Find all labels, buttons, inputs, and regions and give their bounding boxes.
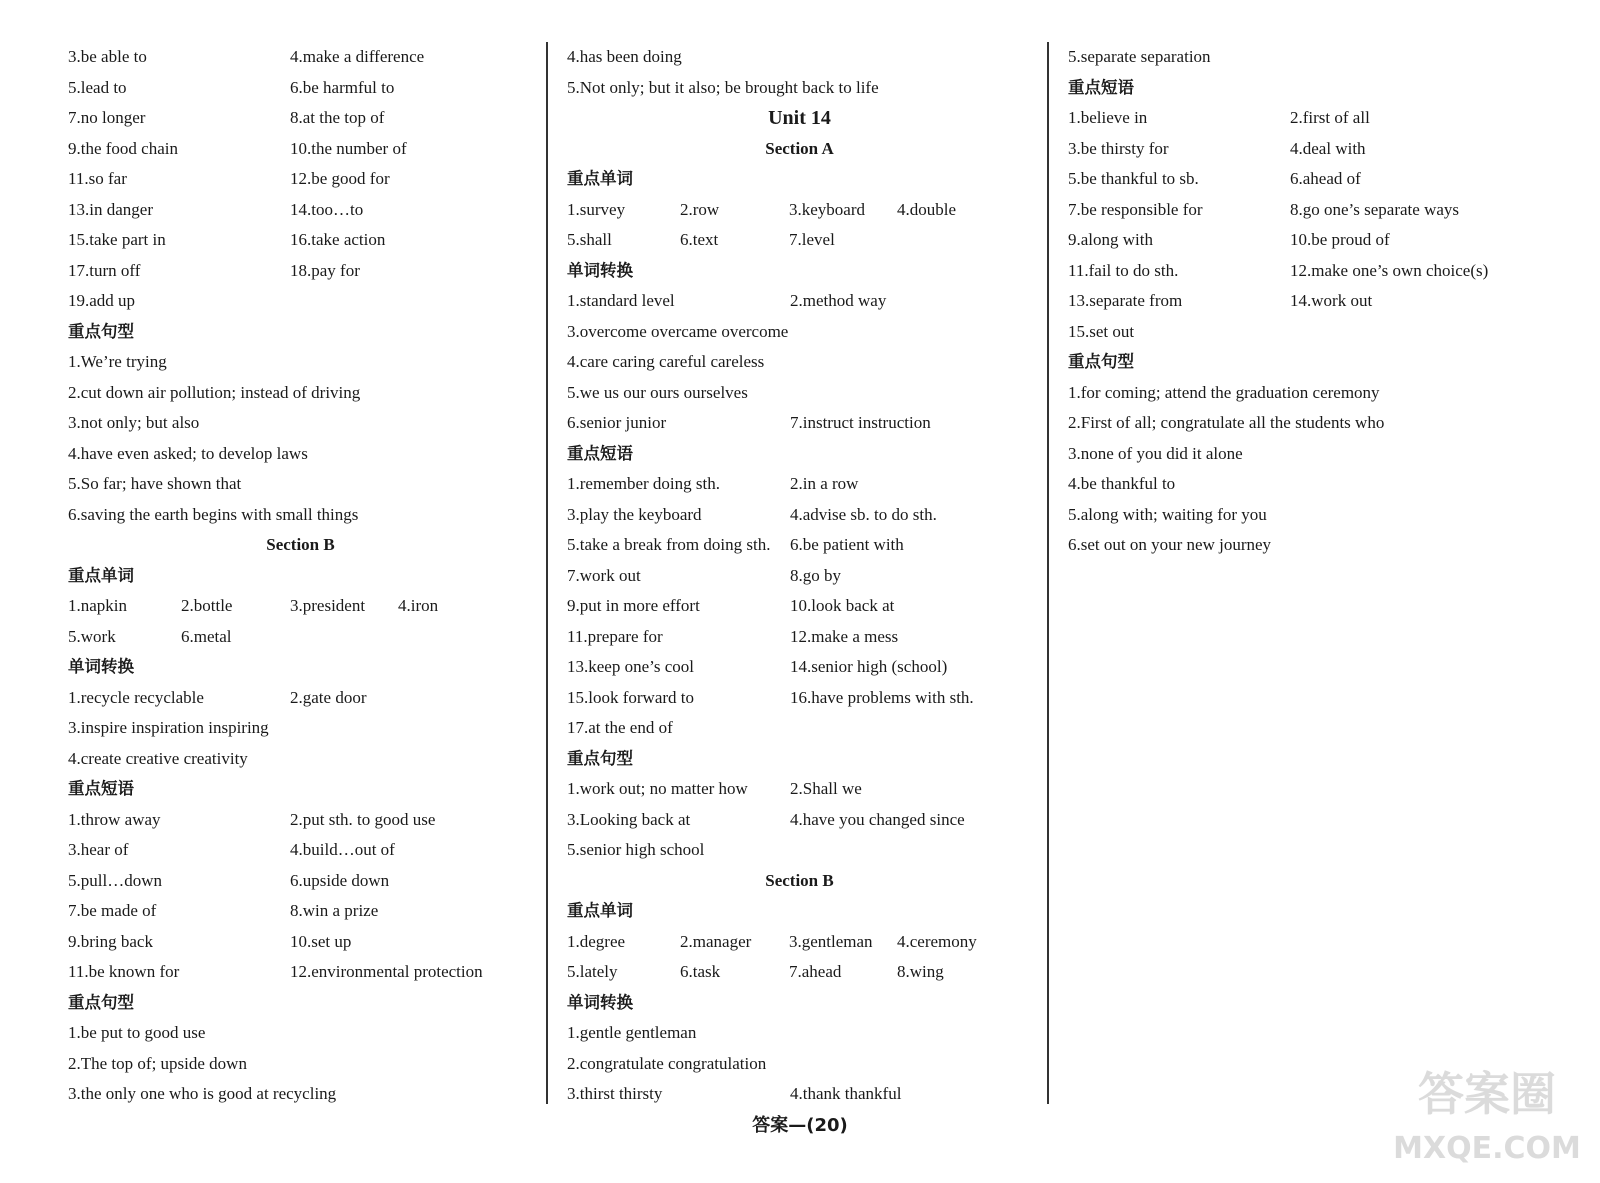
answer-item: 8.go one’s separate ways [1290,199,1460,219]
answer-item: 11.so far [68,169,127,188]
answer-row [68,256,533,287]
answer-line: 4.have even asked; to develop laws [68,443,308,463]
answer-item: 18.pay for [290,260,360,280]
answer-item: 4.deal with [1290,138,1366,158]
answer-row [68,835,533,866]
answer-item: 1.throw away [68,809,161,829]
section-heading: 重点短语 [1068,77,1134,97]
answer-item: 14.work out [1290,291,1373,310]
answer-row [567,500,1032,531]
section-heading: 单词转换 [567,260,633,280]
answer-item: 2.put sth. to good use [290,809,436,829]
word-item: 2.row [680,199,720,219]
answer-line: 6.set out on your new journey [1068,535,1272,554]
answer-row [68,134,533,165]
answer-row [68,42,533,73]
answer-item: 8.win a prize [290,901,379,920]
answer-item: 1.standard level [567,291,675,310]
column-left [68,42,533,1110]
answer-row [567,683,1032,714]
answer-item: 12.make one’s own choice(s) [1290,260,1489,280]
word-item: 1.survey [567,199,626,219]
section-heading: 重点短语 [567,443,633,463]
column-divider [546,42,548,1104]
answer-line: 4.care caring careful careless [567,352,765,371]
section-heading: 重点句型 [567,748,633,768]
answer-item: 4.build…out of [290,840,395,859]
answer-row [68,866,533,897]
answer-row [567,469,1032,500]
word-item: 4.iron [398,596,439,615]
section-heading: 重点单词 [567,169,633,188]
answer-row [1068,103,1568,134]
answer-line: 2.First of all; congratulate all the students who [1068,413,1385,432]
section-heading: 重点句型 [68,992,134,1012]
answer-item: 7.instruct instruction [790,413,931,432]
answer-item: 10.set up [290,931,352,951]
word-item: 5.shall [567,230,612,249]
answer-item: 9.along with [1068,230,1153,249]
answer-item: 1.recycle recyclable [68,687,204,707]
answer-line: 3.not only; but also [68,413,200,432]
answer-row [1068,164,1568,195]
word-item: 8.wing [897,962,944,981]
answer-item: 13.separate from [1068,291,1183,310]
answer-item: 12.environmental protection [290,962,483,981]
answer-item: 4.thank thankful [790,1084,902,1103]
answer-item: 15.take part in [68,230,166,249]
answer-item: 13.in danger [68,199,153,219]
answer-row [567,561,1032,592]
column-divider [1047,42,1049,1104]
answer-item: 1.remember doing sth. [567,474,720,493]
word-item: 4.double [897,199,957,219]
answer-row [68,927,533,958]
word-row [567,957,1032,988]
watermark-top: 答案圈 [1418,1067,1556,1121]
answer-item: 2.first of all [1290,108,1370,127]
answer-item: 9.bring back [68,931,153,951]
answer-line: 4.create creative creativity [68,748,248,768]
answer-item: 9.put in more effort [567,596,700,615]
word-item: 6.metal [181,626,232,646]
answer-row [1068,134,1568,165]
answer-item: 10.look back at [790,596,895,615]
answer-item: 14.senior high (school) [790,657,948,676]
answer-item: 6.be patient with [790,535,904,554]
answer-row [567,1079,1032,1110]
column-middle [567,42,1032,1110]
answer-line: 6.saving the earth begins with small things [68,504,359,524]
answer-row [68,957,533,988]
answer-item: 4.advise sb. to do sth. [790,504,937,524]
word-item: 5.work [68,626,116,646]
answer-item: 1.work out; no matter how [567,779,748,798]
answer-line: 5.separate separation [1068,47,1211,66]
word-row [68,591,533,622]
answer-row [1068,286,1568,317]
word-item: 1.degree [567,931,626,951]
answer-row [68,805,533,836]
answer-row [567,805,1032,836]
answer-item: 6.ahead of [1290,169,1361,188]
answer-row [68,164,533,195]
word-row [567,225,1032,256]
answer-line: 3.the only one who is good at recycling [68,1084,337,1103]
answer-row [1068,225,1568,256]
answer-item: 3.Looking back at [567,809,691,829]
answer-item: 7.work out [567,565,641,585]
answer-row [567,408,1032,439]
answer-item: 8.at the top of [290,108,385,127]
answer-line: 2.congratulate congratulation [567,1053,767,1073]
section-heading: 单词转换 [567,992,633,1012]
word-item: 6.task [680,962,721,981]
word-item: 2.bottle [181,596,233,615]
answer-item: 10.the number of [290,138,407,158]
section-heading: 重点句型 [1068,352,1134,371]
answer-line: 15.set out [1068,321,1135,341]
answer-item: 7.no longer [68,108,146,127]
answer-row [1068,256,1568,287]
answer-item: 5.pull…down [68,870,162,890]
answer-row [567,774,1032,805]
word-item: 6.text [680,230,719,249]
answer-line: 1.gentle gentleman [567,1023,697,1042]
answer-item: 17.turn off [68,260,141,280]
word-item: 3.president [290,596,366,615]
answer-item: 11.fail to do sth. [1068,260,1179,280]
answer-item: 16.take action [290,230,386,249]
section-title: Section A [765,138,834,158]
answer-item: 6.upside down [290,870,390,890]
answer-item: 4.make a difference [290,47,425,66]
answer-line: 2.cut down air pollution; instead of driving [68,382,361,402]
answer-line: 1.be put to good use [68,1023,206,1042]
answer-row [567,652,1032,683]
answer-line: 3.overcome overcame overcome [567,321,789,341]
unit-title: Unit 14 [768,107,831,129]
column-right [1068,42,1568,561]
section-heading: 单词转换 [68,657,134,676]
answer-line: 5.Not only; but it also; be brought back to life [567,77,879,97]
section-heading: 重点单词 [68,565,134,585]
answer-row [567,622,1032,653]
answer-item: 11.be known for [68,962,180,981]
answer-item: 3.hear of [68,840,129,859]
answer-item: 5.take a break from doing sth. [567,535,771,554]
word-item: 3.gentleman [789,931,873,951]
word-item: 4.ceremony [897,931,977,951]
answer-line: 3.inspire inspiration inspiring [68,718,269,737]
answer-row [68,683,533,714]
word-item: 2.manager [680,931,752,951]
answer-line: 3.none of you did it alone [1068,443,1243,463]
answer-item: 14.too…to [290,199,364,219]
answer-item: 15.look forward to [567,687,695,707]
answer-item: 13.keep one’s cool [567,657,694,676]
answer-item: 3.play the keyboard [567,504,702,524]
watermark-bottom: MXQE.COM [1393,1131,1581,1166]
answer-item: 3.thirst thirsty [567,1084,663,1103]
answer-item: 4.have you changed since [790,809,965,829]
section-heading: 重点短语 [68,779,134,798]
answer-line: 2.The top of; upside down [68,1053,247,1073]
answer-item: 8.go by [790,565,841,585]
answer-row [68,225,533,256]
word-row [567,927,1032,958]
watermark-logo [1390,1060,1585,1170]
answer-row [567,530,1032,561]
answer-item: 16.have problems with sth. [790,687,974,707]
word-item: 1.napkin [68,596,128,615]
answer-item: 3.be able to [68,47,147,66]
word-row [567,195,1032,226]
answer-row [68,896,533,927]
answer-row [68,195,533,226]
word-item: 5.lately [567,962,618,981]
section-title: Section B [765,870,834,890]
answer-item: 5.be thankful to sb. [1068,169,1199,188]
section-heading: 重点单词 [567,901,633,920]
answer-line: 5.So far; have shown that [68,474,242,493]
answer-item: 10.be proud of [1290,230,1390,249]
answer-item: 1.believe in [1068,108,1148,127]
answer-row [567,286,1032,317]
answer-line: 1.for coming; attend the graduation ceremony [1068,382,1380,402]
answer-row [1068,195,1568,226]
answer-line: 5.senior high school [567,840,705,859]
answer-item: 3.be thirsty for [1068,138,1169,158]
answer-row [567,591,1032,622]
word-item: 3.keyboard [789,199,866,219]
answer-item: 2.Shall we [790,779,862,798]
answer-line: 5.we us our ours ourselves [567,382,748,402]
answer-line: 4.be thankful to [1068,474,1176,493]
answer-item: 9.the food chain [68,138,178,158]
answer-item: 6.senior junior [567,413,667,432]
answer-line: 5.along with; waiting for you [1068,504,1267,524]
answer-item: 2.method way [790,291,887,310]
answer-line: 1.We’re trying [68,352,167,371]
answer-item: 5.lead to [68,77,127,97]
answer-item: 7.be responsible for [1068,199,1203,219]
word-item: 7.level [789,230,835,249]
word-item: 7.ahead [789,962,842,981]
answer-line: 17.at the end of [567,718,673,737]
answer-item: 12.make a mess [790,626,899,646]
page-footer: 答案—(20) [752,1115,848,1136]
word-row [68,622,533,653]
answer-item: 11.prepare for [567,626,663,646]
answer-item: 12.be good for [290,169,390,188]
answer-item: 2.in a row [790,474,859,493]
section-heading: 重点句型 [68,321,134,341]
answer-item: 6.be harmful to [290,77,395,97]
answer-line: 4.has been doing [567,47,682,66]
section-title: Section B [266,535,335,554]
answer-line: 19.add up [68,291,136,310]
answer-item: 2.gate door [290,687,367,707]
answer-item: 7.be made of [68,901,157,920]
answer-row [68,103,533,134]
answer-row [68,73,533,104]
